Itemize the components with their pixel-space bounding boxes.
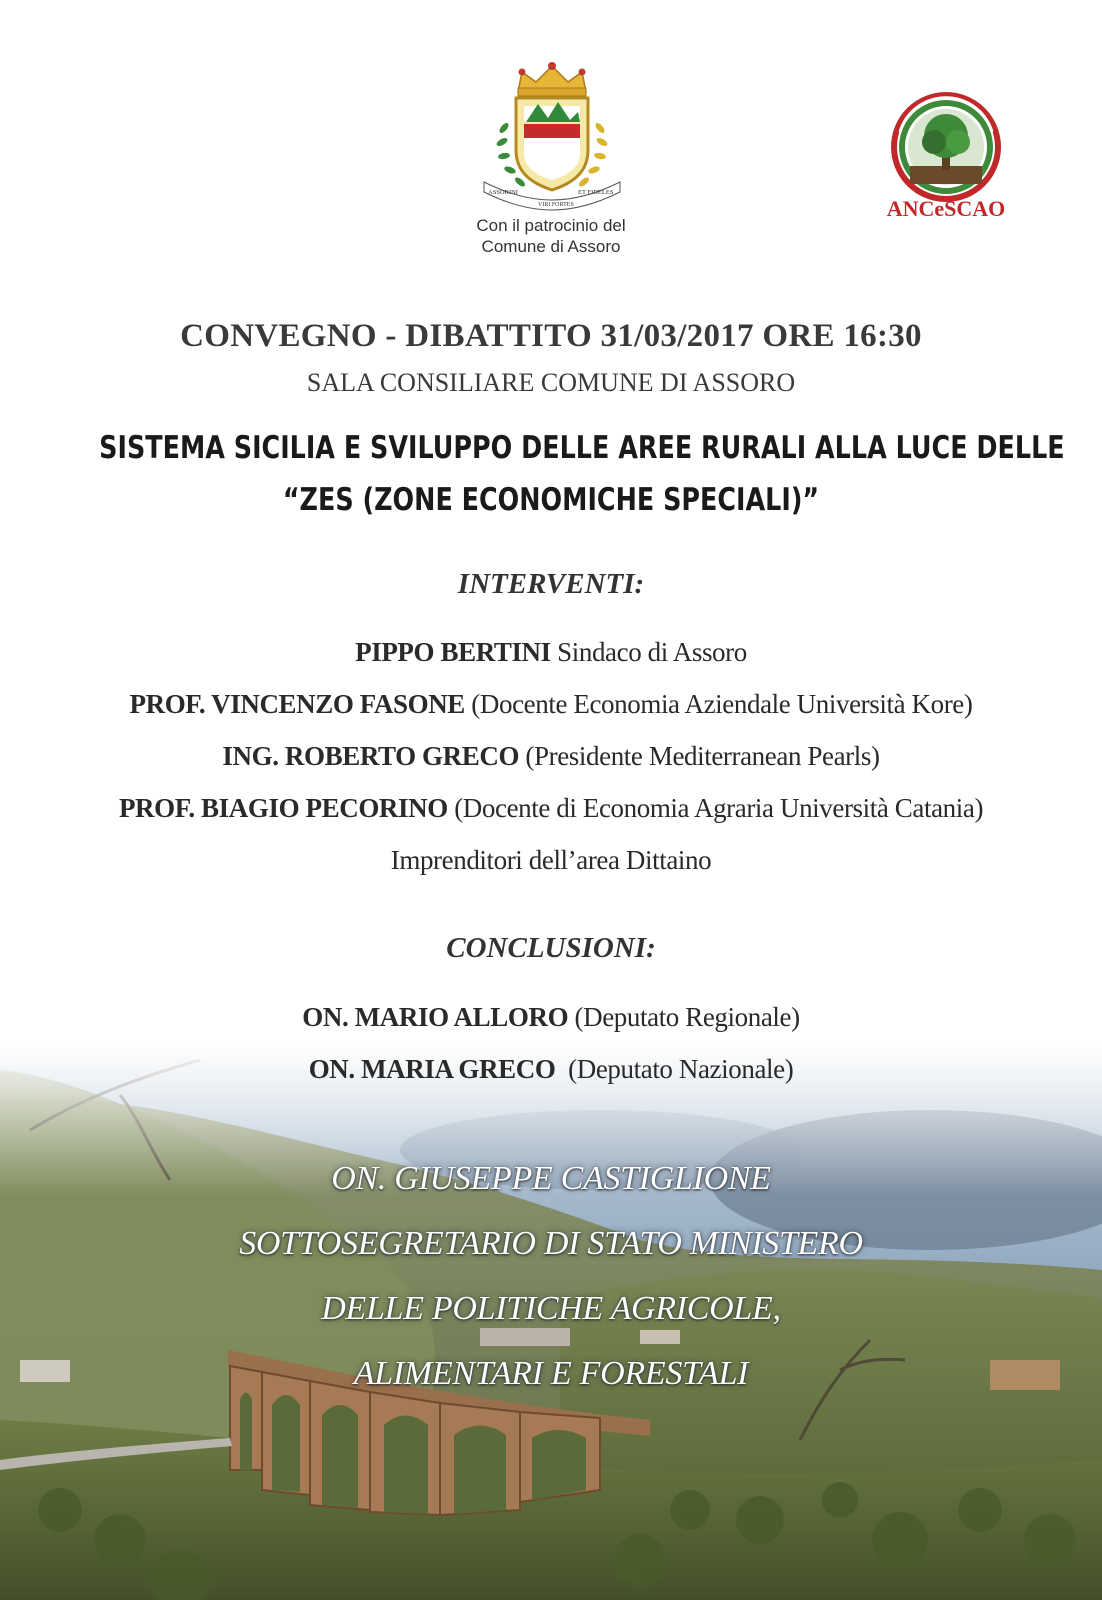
conclusioni-heading: CONCLUSIONI: xyxy=(446,932,656,964)
speaker-name: ON. MARIO ALLORO xyxy=(302,1002,569,1032)
conclusion-speaker-row xyxy=(0,1002,1102,1033)
speaker-role: Sindaco di Assoro xyxy=(557,637,747,667)
crest-motto-left: ASSORINI xyxy=(488,189,518,196)
patronage-caption xyxy=(440,215,662,257)
event-title-line-1: SISTEMA SICILIA E SVILUPPO DELLE AREE RURALI ALLA LUCE DELLE xyxy=(99,430,1065,466)
patronage-line-2: Comune di Assoro xyxy=(481,237,621,256)
event-venue: SALA CONSILIARE COMUNE DI ASSORO xyxy=(306,368,796,397)
speaker-name: ON. MARIA GRECO xyxy=(308,1054,556,1084)
crest-motto-center: VIRI FORTES xyxy=(538,202,574,208)
conclusion-speaker-row xyxy=(0,1054,1102,1085)
guest-line-4: ALIMENTARI E FORESTALI xyxy=(353,1355,749,1392)
event-title-line-2: “ZES (ZONE ECONOMICHE SPECIALI)” xyxy=(282,482,820,518)
guest-line-3: DELLE POLITICHE AGRICOLE, xyxy=(321,1290,781,1327)
guest-line-1: ON. GIUSEPPE CASTIGLIONE xyxy=(331,1160,771,1197)
crest-motto-right: ET FIDELES xyxy=(578,189,614,196)
guest-line-2: SOTTOSEGRETARIO DI STATO MINISTERO xyxy=(239,1225,863,1262)
speaker-role: Imprenditori dell’area Dittaino xyxy=(390,845,712,875)
ancescao-logo-icon xyxy=(890,92,1002,202)
speaker-role: (Deputato Regionale) xyxy=(574,1002,800,1032)
speaker-role: (Deputato Nazionale) xyxy=(561,1054,794,1084)
event-headline: CONVEGNO - DIBATTITO 31/03/2017 ORE 16:30 xyxy=(180,318,922,354)
speaker-name: PIPPO BERTINI xyxy=(355,637,551,667)
speaker-role: (Docente di Economia Agraria Università Catania) xyxy=(454,793,984,823)
speaker-name: PROF. VINCENZO FASONE xyxy=(129,689,465,719)
patronage-line-1: Con il patrocinio del xyxy=(476,216,626,235)
speaker-role: (Docente Economia Aziendale Università Kore) xyxy=(471,689,973,719)
speaker-row xyxy=(0,793,1102,824)
speaker-row xyxy=(0,637,1102,668)
comune-di-assoro-crest-icon xyxy=(478,58,626,218)
speaker-name: ING. ROBERTO GRECO xyxy=(222,741,520,771)
speaker-name: PROF. BIAGIO PECORINO xyxy=(118,793,448,823)
speaker-row xyxy=(0,845,1102,876)
interventi-heading: INTERVENTI: xyxy=(457,568,645,600)
ancescao-name: ANCeSCAO xyxy=(886,196,1006,221)
speaker-row xyxy=(0,689,1102,720)
speaker-role: (Presidente Mediterranean Pearls) xyxy=(525,741,880,771)
speaker-row xyxy=(0,741,1102,772)
